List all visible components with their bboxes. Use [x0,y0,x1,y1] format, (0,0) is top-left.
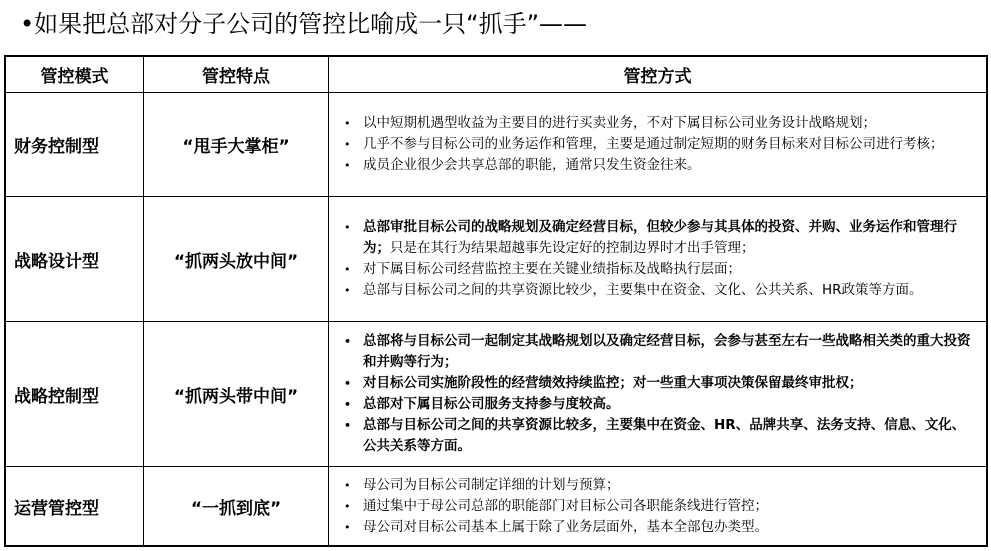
method-list [329,475,986,538]
mode-cell: 财务控制型 [6,93,144,196]
table-row [6,197,986,322]
list-item-normal: 只是在其行为结果超越事先设定好的控制边界时才出手管理； [390,240,755,256]
list-item: • 总部与目标公司之间的共享资源比较少，主要集中在资金、文化、公共关系、HR政策等方面。 [339,280,976,301]
mode-cell: 运营管控型 [6,467,144,545]
method-list [329,331,986,457]
method-cell [329,322,986,466]
list-item: • 几乎不参与目标公司的业务运作和管理，主要是通过制定短期的财务目标来对目标公司进行考核； [339,134,976,155]
list-item: • 成员企业很少会共享总部的职能，通常只发生资金往来。 [339,155,976,176]
mode-cell: 战略控制型 [6,322,144,466]
feature-cell: “甩手大掌柜” [144,93,329,196]
header-mode: 管控模式 [6,57,144,92]
header-method: 管控方式 [329,57,986,92]
list-item: • 母公司为目标公司制定详细的计划与预算； [339,475,976,496]
list-item: • 母公司对目标公司基本上属于除了业务层面外，基本全部包办类型。 [339,517,976,538]
list-item: • 总部将与目标公司一起制定其战略规划以及确定经营目标，会参与甚至左右一些战略相关类的重大投资和并购等行为； [339,331,976,373]
list-item-bold: 总部审批目标公司的战略规划及确定经营目标，但较少参与其具体的投资、并购、业务运作和管理行为； [363,219,957,256]
list-item: • 通过集中于母公司总部的职能部门对目标公司各职能条线进行管控； [339,496,976,517]
method-cell [329,93,986,196]
list-item [339,217,976,259]
control-mode-table [4,55,988,547]
header-feature: 管控特点 [144,57,329,92]
method-cell [329,197,986,321]
feature-cell: “一抓到底” [144,467,329,545]
list-item: • 总部与目标公司之间的共享资源比较多，主要集中在资金、HR、品牌共享、法务支持、信息、文化、公共关系等方面。 [339,415,976,457]
list-item: • 以中短期机遇型收益为主要目的进行买卖业务，不对下属目标公司业务设计战略规划； [339,113,976,134]
feature-cell: “抓两头带中间” [144,322,329,466]
table-row [6,93,986,197]
method-list [329,217,986,301]
mode-cell: 战略设计型 [6,197,144,321]
table-header-row [6,57,986,93]
list-item: • 对目标公司实施阶段性的经营绩效持续监控；对一些重大事项决策保留最终审批权； [339,373,976,394]
slide-title: •如果把总部对分子公司的管控比喻成一只“抓手”—— [20,10,588,38]
list-item: • 对下属目标公司经营监控主要在关键业绩指标及战略执行层面； [339,259,976,280]
method-list [329,113,986,176]
list-item: • 总部对下属目标公司服务支持参与度较高。 [339,394,976,415]
table-row [6,467,986,545]
table-row [6,322,986,467]
method-cell [329,467,986,545]
feature-cell: “抓两头放中间” [144,197,329,321]
